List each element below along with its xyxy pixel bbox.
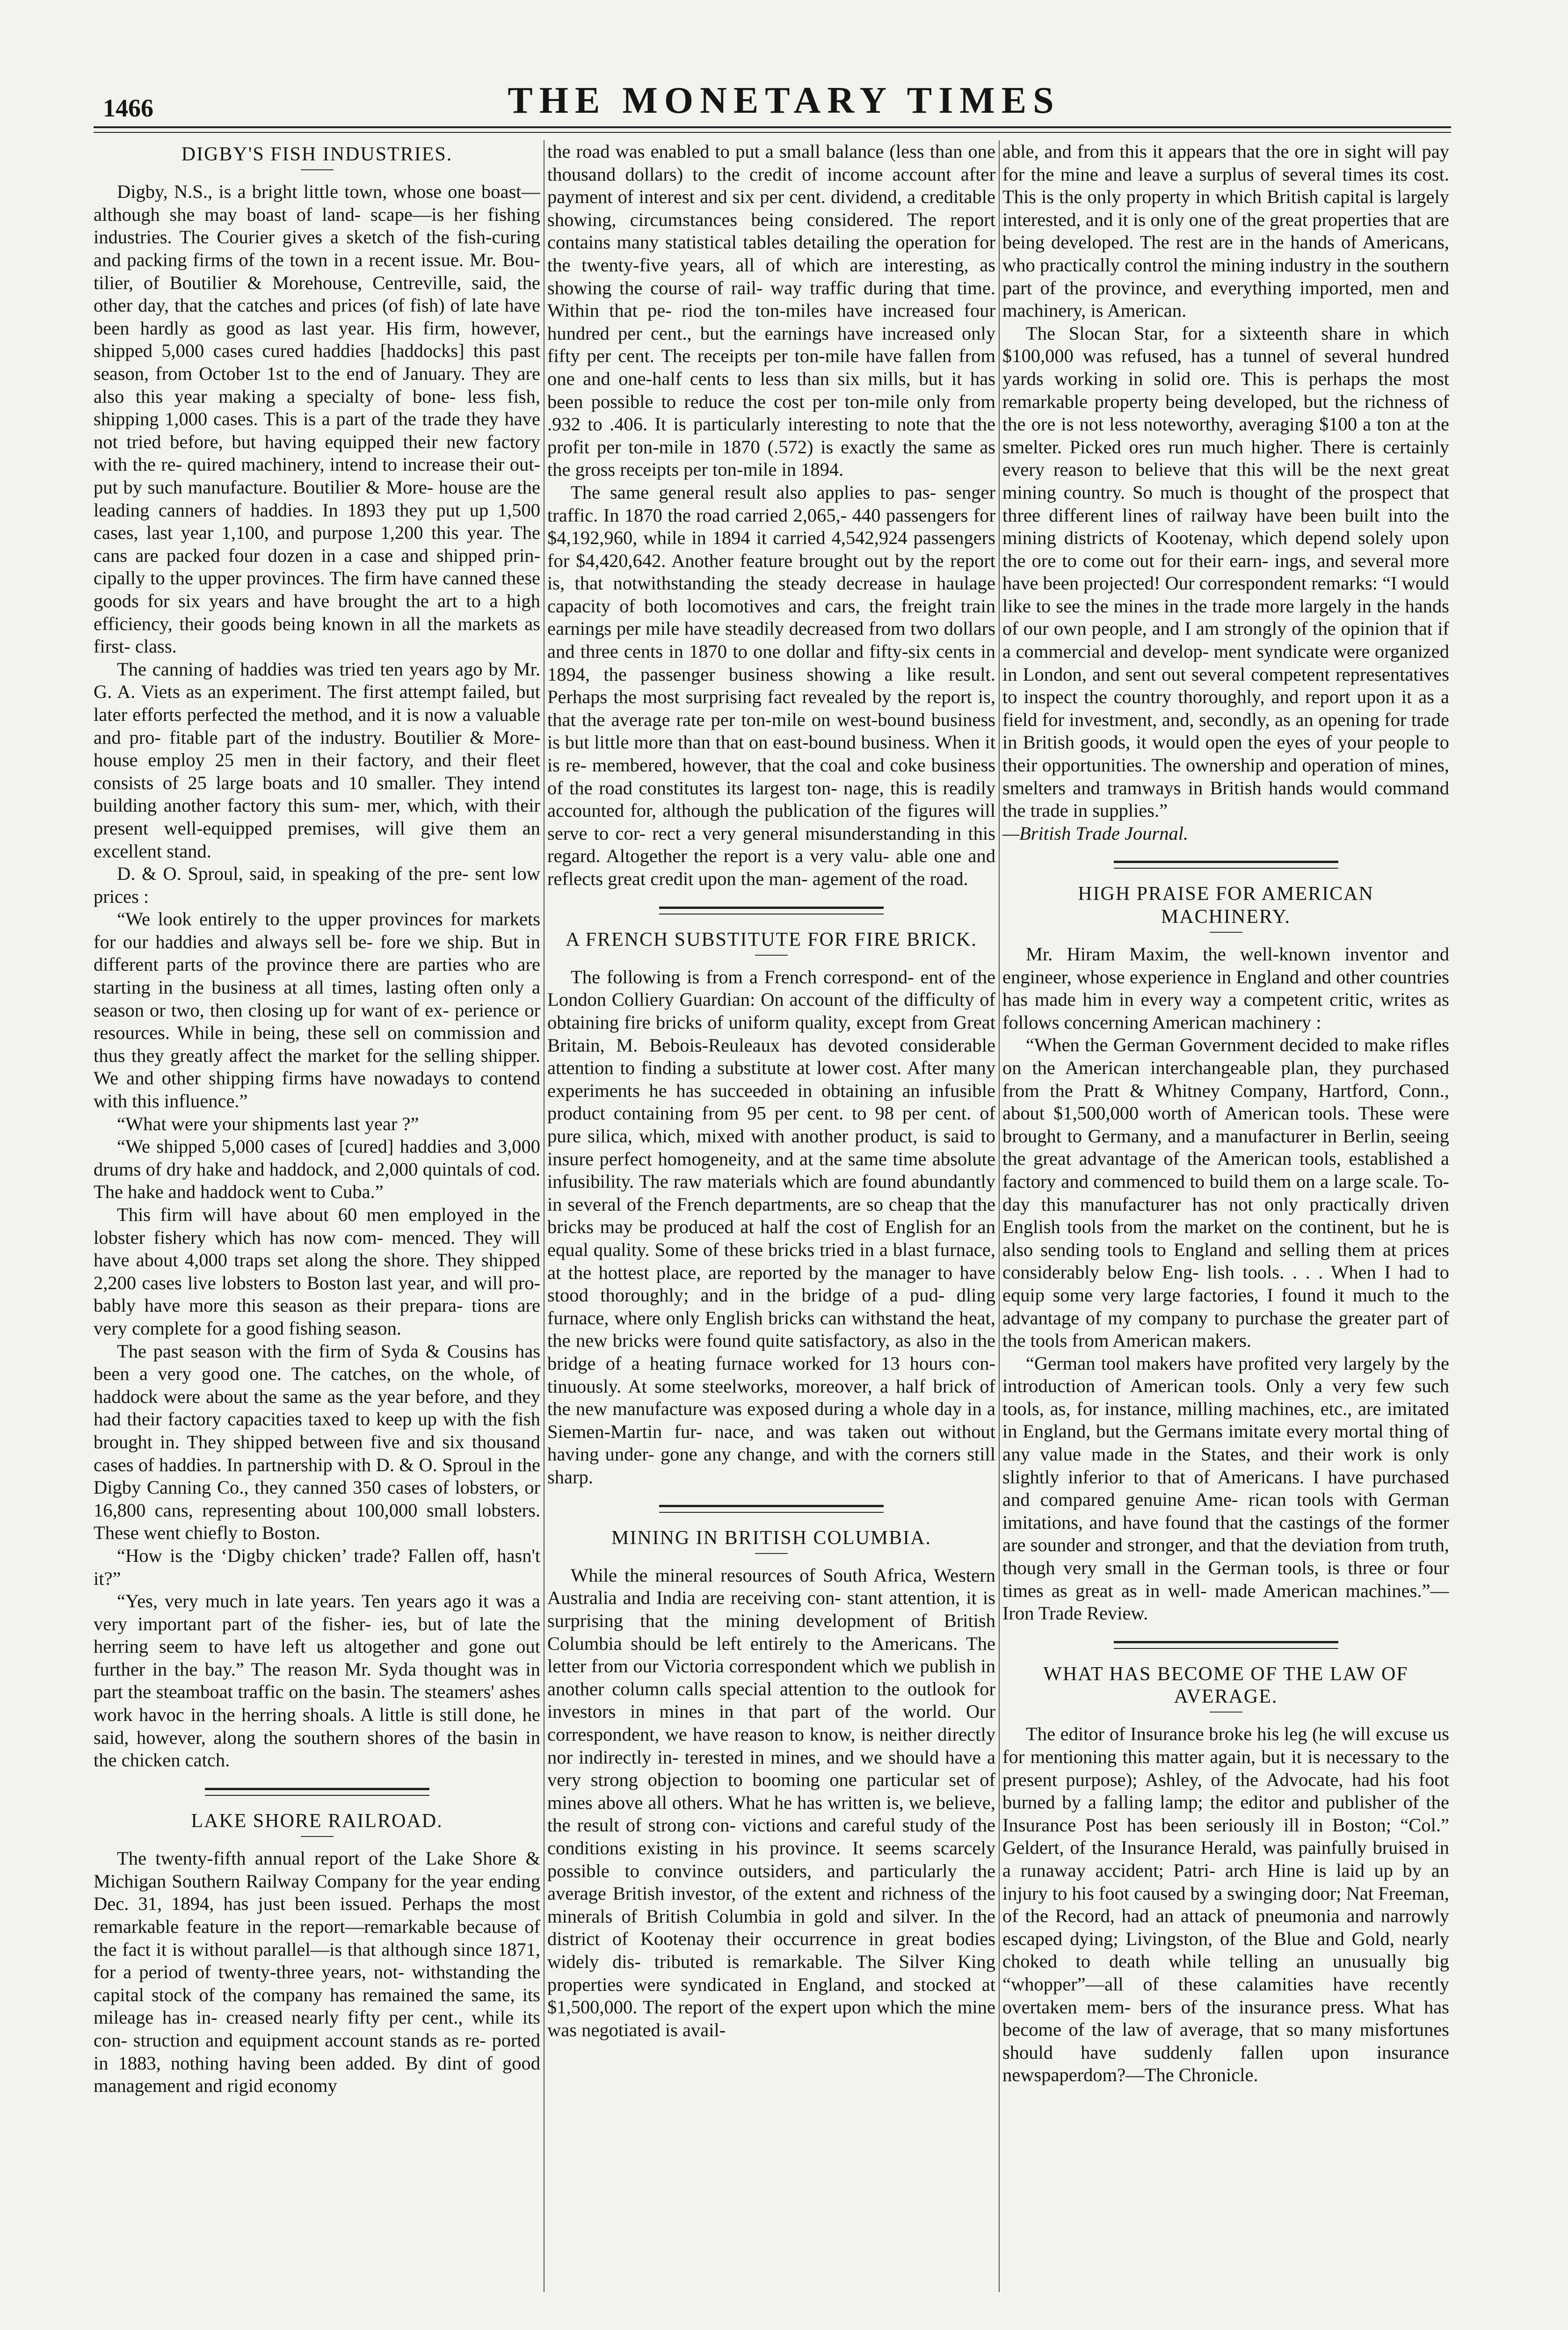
article-title: A FRENCH SUBSTITUTE FOR FIRE BRICK. — [566, 929, 977, 951]
paragraph: “What were your shipments last year ?” — [117, 1113, 419, 1134]
paragraph: “We look entirely to the upper provinces for markets for our haddies and always sell be- fore we ship. But in different parts of the province there are parties who are starting in the business at all times, lasting often only a season or two, then closing up for want of ex- perience or resources. While in being, these sell on commission and thus they greatly affect the market for the selling shipper. We and other shipping firms have nowadays to contend with this influence.” — [94, 908, 540, 1112]
column-1 — [94, 140, 540, 2292]
paragraph: The twenty-fifth annual report of the Lake Shore & Michigan Southern Railway Company for the year ending Dec. 31, 1894, has just been issued. Perhaps the most remarkable feature in the report—remarkable because of the fact it is without parallel—is that although since 1871, for a period of twenty-three years, not- withstanding the capital stock of the company has remained the same, its mileage has in- creased nearly fifty per cent., while its con- struction and equipment account stands as re- ported in 1883, nothing having been added. By dint of good management and rigid economy — [94, 1848, 540, 2097]
article-title: LAKE SHORE RAILROAD. — [191, 1810, 443, 1832]
paragraph: The following is from a French correspond- ent of the London Colliery Guardian: On account of the difficulty of obtaining fire bricks of uniform quality, except from Great Britain, M. Bebois-Reuleaux has devoted considerable attention to finding a substitute at lower cost. After many experiments he has succeeded in obtaining an infusible product containing from 95 per cent. to 98 per cent. of pure silica, which, mixed with another product, is said to insure perfect homogeneity, and at the same time absolute infusibility. The raw materials which are found abundantly in several of the French departments, are so cheap that the bricks may be produced at half the cost of English for an equal quality. Some of these bricks tried in a blast furnace, at the hottest place, are reported by the manager to have stood thoroughly; and in the bridge of a pud- dling furnace, where only English bricks can withstand the heat, the new bricks were found quite satisfactory, as also in the bridge of a heating furnace worked for 13 hours con- tinuously. At some steelworks, moreover, a half brick of the new manufacture was exposed during a whole day in a Siemen-Martin fur- nace, and was taken out without having under- gone any change, and with the corners still sharp. — [547, 966, 995, 1488]
paragraph: “How is the ‘Digby chicken’ trade? Fallen off, hasn't it?” — [94, 1545, 540, 1589]
paragraph: The past season with the firm of Syda & Cousins has been a very good one. The catches, on the whole, of haddock were about the same as the year before, and they had their factory capacities taxed to keep up with the fish brought in. They shipped between five and six thousand cases of haddies. In partnership with D. & O. Sproul in the Digby Canning Co., they canned 350 cases of lobsters, or 16,800 cans, representing about 100,000 small lobsters. These went chiefly to Boston. — [94, 1340, 540, 1544]
title-dash — [301, 169, 334, 170]
paragraph: “We shipped 5,000 cases of [cured] haddies and 3,000 drums of dry hake and haddock, and 2,000 quintals of cod. The hake and haddock went to Cuba.” — [94, 1136, 540, 1203]
paragraph: “German tool makers have profited very largely by the introduction of American tools. Only a very few such tools, as, for instance, milling machines, etc., are imitated in England, but the Germans imitate every mortal thing of any value made in the States, and their work is only slightly inferior to that of Americans. I have purchased and compared genuine Ame- rican tools with German imitations, and have found that the castings of the former are sounder and stronger, and that the deviation from truth, though very small in the German tools, is three or four times as great as in well- made American machines.”—Iron Trade Review. — [1002, 1352, 1449, 1624]
page-number: 1466 — [103, 94, 153, 122]
article-law-of-average — [1002, 1663, 1449, 2087]
paragraph: The same general result also applies to pas- senger traffic. In 1870 the road carried 2,065,- 440 passengers for $4,192,960, while in 1894 it carried 4,542,924 passengers for $4,420,642. Another feature brought out by the report is, that notwithstanding the steady decrease in haulage capacity of both locomotives and cars, the freight train earnings per mile have steadily decreased from two dollars and three cents in 1870 to one dollar and fifty-six cents in 1894, the passenger business showing a like result. Perhaps the most surprising fact revealed by the report is, that the average rate per ton-mile on west-bound business is but little more than that on east-bound business. When it is re- membered, however, that the coal and coke business of the road constitutes its largest ton- nage, this is readily accounted for, although the publication of the figures will serve to cor- rect a very general misunderstanding in this regard. Altogether the report is a very valu- able one and reflects great credit upon the man- agement of the road. — [547, 481, 995, 889]
article-separator — [1114, 1641, 1338, 1649]
paragraph: The Slocan Star, for a sixteenth share in which $100,000 was refused, has a tunnel of several hundred yards working in solid ore. This is perhaps the most remarkable property being developed, but the richness of the ore is not less noteworthy, averaging $100 a ton at the smelter. Picked ores run much higher. There is certainly every reason to believe that this will be the next great mining country. So much is thought of the prospect that three different lines of railway have been built into the mining districts of Kootenay, which depend solely upon the ore to come out for their earn- ings, and several more have been projected! Our correspondent remarks: “I would like to see the mines in the trade more largely in the hands of our own people, and I am strongly of the opinion that if a commercial and develop- ment syndicate were organized in London, and sent out several competent representatives to inspect the country thoroughly, and report upon it as a field for investment, and, secondly, as an opening for trade in British goods, it would open the eyes of your people to their opportunities. The ownership and operation of mines, smelters and tramways in British hands would command the trade in supplies.” — [1002, 322, 1449, 821]
title-dash — [1210, 932, 1242, 933]
header-rule — [94, 126, 1451, 128]
paragraph: Digby, N.S., is a bright little town, whose one boast—although she may boast of land- scape—is her fishing industries. The Courier gives a sketch of the fish-curing and packing firms of the town in a recent issue. Mr. Bou- tilier, of Boutilier & Morehouse, Centreville, said, the other day, that the catches and prices (of fish) of late have been hardly as good as last year. His firm, however, shipped 5,000 cases cured haddies [haddocks] this past season, from October 1st to the end of January. They are also this year making a specialty of bone- less fish, shipping 1,000 cases. This is a part of the trade they have not tried before, but having equipped their new factory with the re- quired machinery, intend to increase their out- put by such manufacture. Boutilier & More- house are the leading canners of haddies. In 1893 they put up 1,500 cases, last year 1,100, and purpose 1,200 this year. The cans are packed four dozen in a case and shipped prin- cipally to the upper provinces. The firm have canned these goods for six years and have brought the art to a high efficiency, their goods being known in all the markets as first- class. — [94, 181, 540, 657]
article-lake-shore — [94, 1810, 540, 2098]
header-rule-thin — [94, 132, 1451, 133]
paragraph: D. & O. Sproul, said, in speaking of the pre- sent low prices : — [94, 863, 540, 907]
article-mining-bc-continued — [1002, 140, 1449, 845]
title-dash — [755, 1553, 788, 1554]
column-2 — [547, 140, 995, 2292]
article-title: DIGBY'S FISH INDUSTRIES. — [181, 144, 453, 165]
page-header — [0, 0, 1568, 140]
paragraph: able, and from this it appears that the ore in sight will pay for the mine and leave a surplus of several times its cost. This is the only property in which British capital is largely interested, and it is only one of the great properties that are being developed. The rest are in the hands of Americans, who practically control the mining industry in the southern part of the province, and everything imported, men and machinery, is American. — [1002, 141, 1449, 321]
article-separator — [659, 907, 884, 915]
paragraph: “When the German Government decided to make rifles on the American interchangeable plan, they purchased from the Pratt & Whitney Company, Hartford, Conn., about $1,500,000 worth of American tools. These were brought to Germany, and a manufacturer in Berlin, seeing the great advantage of the American tools, established a factory and commenced to build them on a large scale. To-day this manufacturer has not only practically driven English tools from the market on the continent, but he is also sending tools to England and selling them at prices considerably below Eng- lish tools. . . . When I had to equip some very large factories, I found it much to the advantage of my company to purchase the greater part of the tools from American makers. — [1002, 1034, 1449, 1351]
article-separator — [205, 1788, 429, 1796]
article-separator — [1114, 861, 1338, 869]
article-title: HIGH PRAISE FOR AMERICAN MACHINERY. — [1078, 883, 1374, 928]
article-mining-bc — [547, 1527, 995, 2042]
title-dash — [301, 1836, 334, 1837]
column-divider — [999, 140, 1000, 2292]
paragraph: the road was enabled to put a small balance (less than one thousand dollars) to the credit of income account after payment of interest and six per cent. dividend, a creditable showing, circumstances being considered. The report contains many statistical tables detailing the operation for the twenty-five years, all of which are interesting, as showing the course of rail- way traffic during that time. Within that pe- riod the ton-miles have increased four hundred per cent., but the earnings have increased only fifty per cent. The receipts per ton-mile have fallen from one and one-half cents to less than six mills, but it has been possible to reduce the cost per ton-mile only from .932 to .406. It is particularly interesting to note that the profit per ton-mile in 1870 (.572) is exactly the same as the gross receipts per ton-mile in 1894. — [547, 141, 995, 480]
article-lake-shore-continued — [547, 140, 995, 891]
paragraph: “Yes, very much in late years. Ten years ago it was a very important part of the fisher- ies, but of late the herring seem to have left us altogether and gone out further in the bay.” The reason Mr. Syda thought was in part the steamboat traffic on the basin. The steamers' ashes work havoc in the herring shoals. A little is still done, he said, however, along the southern shores of the basin in the chicken catch. — [94, 1590, 540, 1771]
article-title: MINING IN BRITISH COLUMBIA. — [611, 1527, 931, 1549]
paragraph: The canning of haddies was tried ten years ago by Mr. G. A. Viets as an experiment. The first attempt failed, but later efforts perfected the method, and it is now a valuable and pro- fitable part of the industry. Boutilier & More- house employ 25 men in their factory, and their fleet consists of 25 large boats and 10 smaller. They intend building another factory this sum- mer, which, with their present well-equipped premises, will give them an excellent stand. — [94, 658, 540, 862]
paragraph: This firm will have about 60 men employed in the lobster fishery which has now com- menced. They will have about 4,000 traps set along the shore. They shipped 2,200 cases live lobsters to Boston last year, and will pro- bably have more this season as their prepara- tions are very complete for a good fishing season. — [94, 1204, 540, 1339]
paragraph: Mr. Hiram Maxim, the well-known inventor and engineer, whose experience in England and other countries has made him in every way a competent critic, writes as follows concerning American machinery : — [1002, 944, 1449, 1033]
title-dash — [755, 955, 788, 956]
article-separator — [659, 1505, 884, 1513]
article-source: —British Trade Journal. — [1002, 822, 1189, 844]
paragraph: While the mineral resources of South Africa, Western Australia and India are receiving con- stant attention, it is surprising that the mining development of British Columbia should be left entirely to the Americans. The letter from our Victoria correspondent which we publish in another column calls special attention to the outlook for investors in mines in that part of the world. Our correspondent, we have reason to know, is neither directly nor indirectly in- terested in mines, and we should have a very strong objection to booming one particular set of mines above all others. What he has written is, we believe, the result of strong con- victions and careful study of the conditions existing in his province. It seems scarcely possible to convince outsiders, and particularly the average British investor, of the extent and richness of the minerals of British Columbia in gold and silver. In the district of Kootenay their occurrence in great bodies widely dis- tributed is remarkable. The Silver King properties were syndicated in England, and stocked at $1,500,000. The report of the expert upon which the mine was negotiated is avail- — [547, 1564, 995, 2040]
title-dash — [1210, 1712, 1242, 1713]
column-3 — [1002, 140, 1449, 2292]
article-american-machinery — [1002, 883, 1449, 1625]
article-french-brick — [547, 929, 995, 1489]
masthead: THE MONETARY TIMES — [508, 80, 1060, 121]
article-digby — [94, 143, 540, 1772]
paragraph: The editor of Insurance broke his leg (he will excuse us for mentioning this matter again, but it is necessary to the present purpose); Ashley, of the Advocate, had his foot burned by a falling lamp; the editor and publisher of the Insurance Post has been seriously ill in Boston; “Col.” Geldert, of the Insurance Herald, was painfully bruised in a runaway accident; Patri- arch Hine is laid up by an injury to his foot caused by a swinging door; Nat Freeman, of the Record, had an attack of pneumonia and narrowly escaped dying; Livingston, of the Blue and Gold, nearly choked to death while telling an unusually big “whopper”—all of these calamities have recently overtaken mem- bers of the insurance press. What has become of the law of average, that so many misfortunes should have suddenly fallen upon insurance newspaperdom?—The Chronicle. — [1002, 1723, 1449, 2086]
article-title: WHAT HAS BECOME OF THE LAW OF AVERAGE. — [1043, 1663, 1408, 1708]
